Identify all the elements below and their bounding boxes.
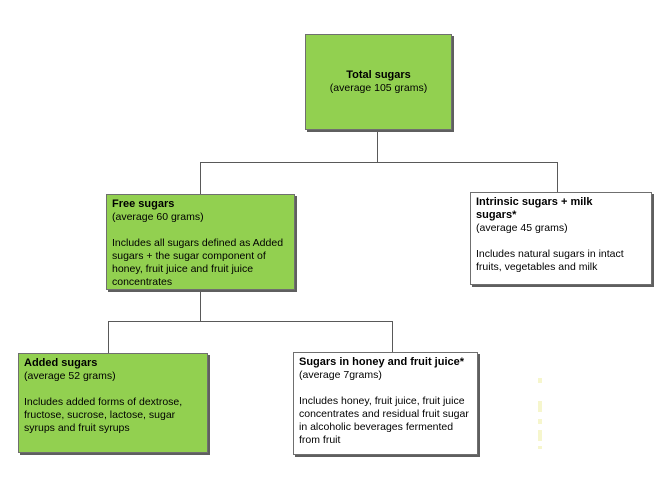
node-intrinsic-milk-sugars-title: Intrinsic sugars + milk sugars* [476,196,593,221]
node-added-sugars-subtitle: (average 52 grams) [24,370,116,382]
node-intrinsic-milk-sugars [470,192,652,285]
highlight-artifact [538,378,542,383]
node-added-sugars-description: Includes added forms of dextrose, fructose, sucrose, lactose, sugar syrups and fruit syrups [24,396,183,434]
connector-intrinsic-up [557,162,558,192]
connector-bottom-horizontal [108,321,393,322]
highlight-artifact [538,419,542,424]
connector-added-up [108,321,109,353]
connector-honey-up [392,321,393,352]
node-intrinsic-milk-sugars-description: Includes natural sugars in intact fruits, vegetables and milk [476,248,624,273]
node-added-sugars [18,353,208,453]
connector-top-horizontal [200,162,558,163]
node-honey-fruit-juice-sugars-subtitle: (average 7grams) [299,369,382,381]
connector-free-up [200,162,201,194]
node-total-sugars [305,34,452,130]
node-total-sugars-subtitle: (average 105 grams) [329,82,428,94]
node-free-sugars-description: Includes all sugars defined as Added sugars + the sugar component of honey, fruit juice and fruit juice concentrates [112,237,284,288]
node-free-sugars [106,194,295,290]
node-free-sugars-subtitle: (average 60 grams) [112,211,204,223]
node-honey-fruit-juice-sugars [293,352,478,455]
highlight-artifact [538,446,542,449]
node-honey-fruit-juice-sugars-description: Includes honey, fruit juice, fruit juice concentrates and residual fruit sugar in alcoholic beverages fermented from fruit [299,395,469,446]
node-intrinsic-milk-sugars-subtitle: (average 45 grams) [476,222,568,234]
node-honey-fruit-juice-sugars-title: Sugars in honey and fruit juice* [299,356,465,368]
highlight-artifact [538,430,542,441]
connector-total-down [377,130,378,163]
node-total-sugars-title: Total sugars [346,69,411,81]
node-free-sugars-title: Free sugars [112,198,175,210]
connector-free-down [200,290,201,322]
node-added-sugars-title: Added sugars [24,357,98,369]
highlight-artifact [538,401,542,412]
